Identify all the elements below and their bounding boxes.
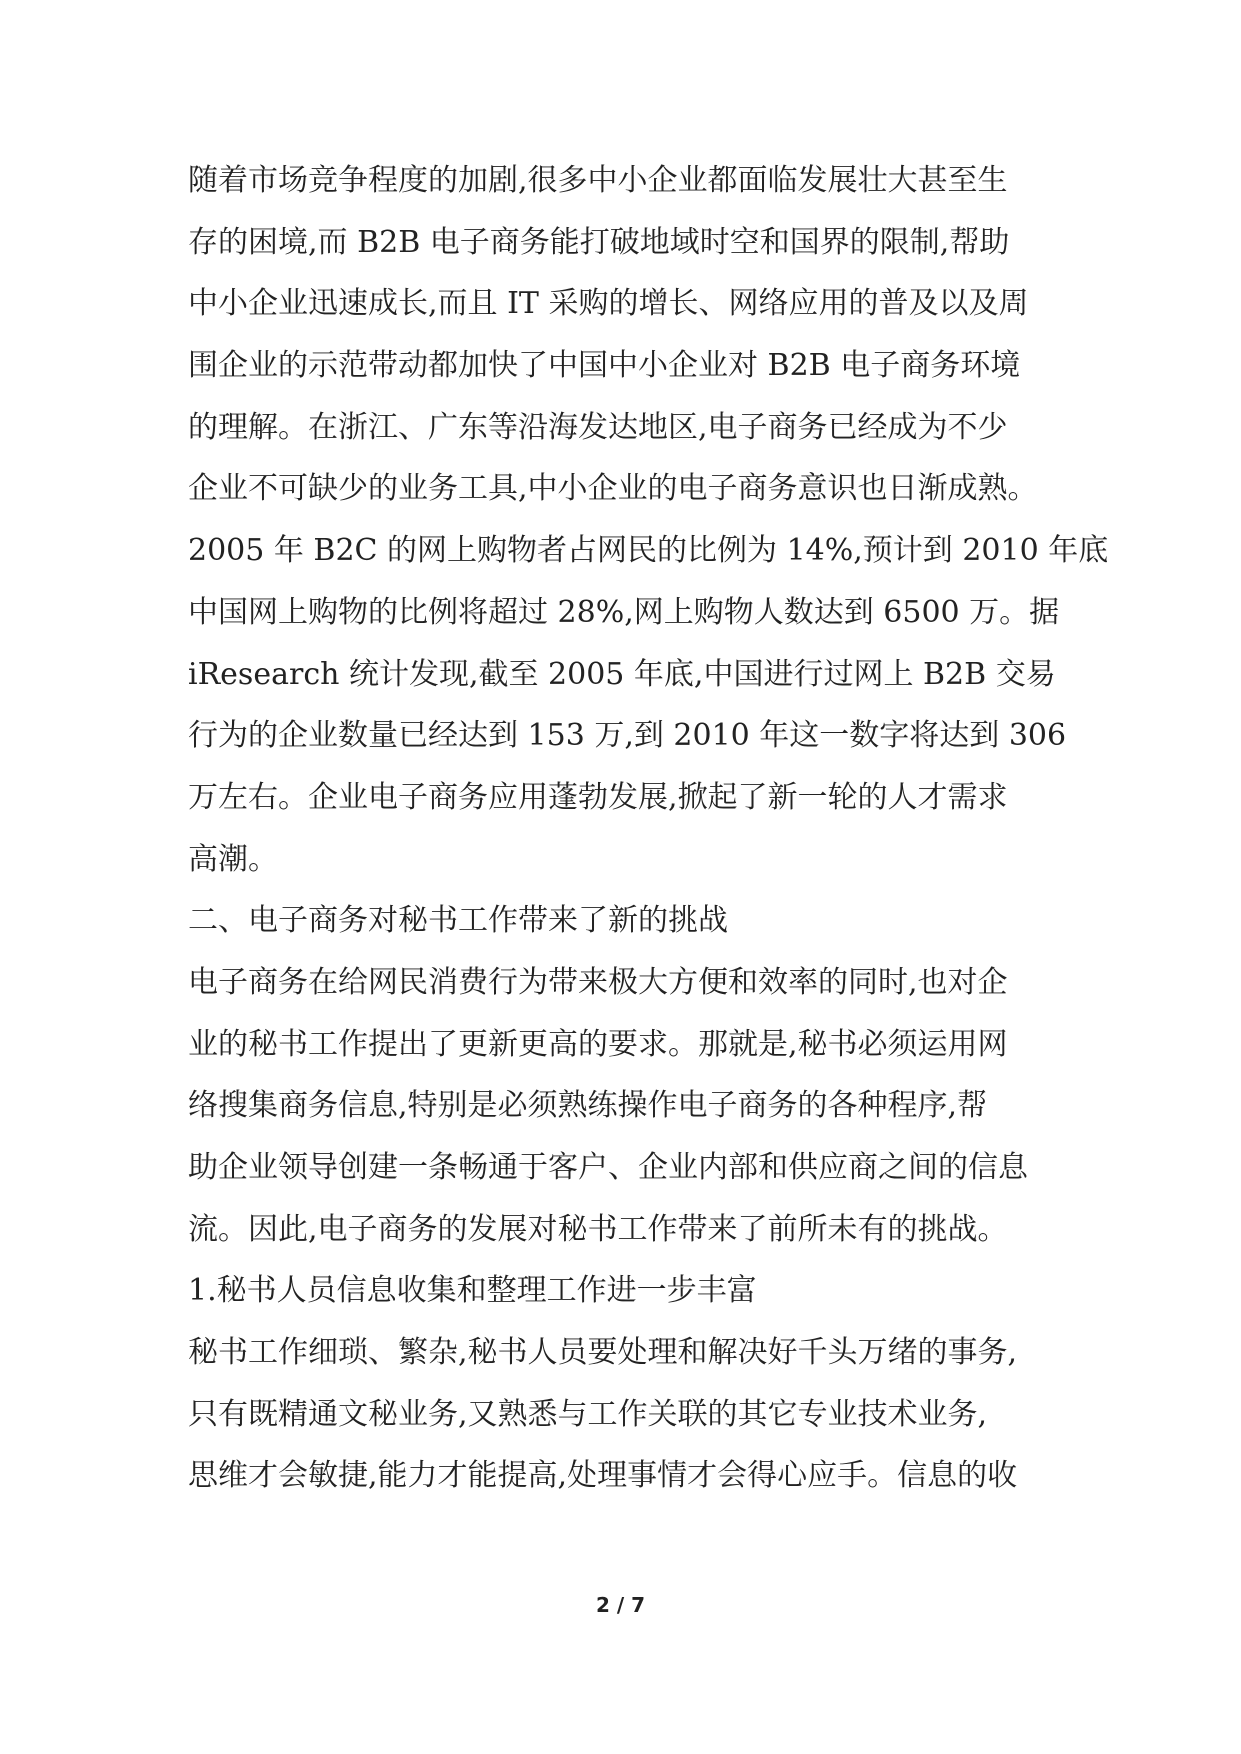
text-line: 秘书工作细琐、繁杂,秘书人员要处理和解决好千头万绪的事务, bbox=[188, 1335, 1018, 1371]
text-line: 企业不可缺少的业务工具,中小企业的电子商务意识也日渐成熟。 bbox=[188, 471, 1038, 507]
text-line: 流。因此,电子商务的发展对秘书工作带来了前所未有的挑战。 bbox=[188, 1211, 1008, 1247]
text-line: 络搜集商务信息,特别是必须熟练操作电子商务的各种程序,帮 bbox=[188, 1088, 988, 1124]
text-line: iResearch 统计发现,截至 2005 年底,中国进行过网上 B2B 交易 bbox=[188, 656, 1056, 692]
text-line: 行为的企业数量已经达到 153 万,到 2010 年这一数字将达到 306 bbox=[188, 718, 1067, 754]
text-line: 的理解。在浙江、广东等沿海发达地区,电子商务已经成为不少 bbox=[188, 409, 1008, 445]
text-line: 助企业领导创建一条畅通于客户、企业内部和供应商之间的信息 bbox=[188, 1150, 1028, 1185]
document-body bbox=[188, 150, 1109, 1507]
text-line: 中小企业迅速成长,而且 IT 采购的增长、网络应用的普及以及周 bbox=[188, 286, 1029, 322]
text-line: 随着市场竞争程度的加剧,很多中小企业都面临发展壮大甚至生 bbox=[188, 163, 1008, 198]
text-line: 围企业的示范带动都加快了中国中小企业对 B2B 电子商务环境 bbox=[188, 348, 1021, 384]
text-line: 思维才会敏捷,能力才能提高,处理事情才会得心应手。信息的收 bbox=[188, 1458, 1018, 1494]
text-line: 电子商务在给网民消费行为带来极大方便和效率的同时,也对企 bbox=[188, 964, 1008, 1000]
page-number: 2 / 7 bbox=[595, 1593, 646, 1617]
text-line: 高潮。 bbox=[188, 841, 278, 877]
subsection-heading: 1.秘书人员信息收集和整理工作进一步丰富 bbox=[188, 1273, 757, 1309]
section-heading: 二、电子商务对秘书工作带来了新的挑战 bbox=[188, 903, 728, 939]
text-line: 万左右。企业电子商务应用蓬勃发展,掀起了新一轮的人才需求 bbox=[188, 779, 1008, 815]
text-line: 中国网上购物的比例将超过 28%,网上购物人数达到 6500 万。据 bbox=[188, 594, 1060, 630]
text-line: 只有既精通文秘业务,又熟悉与工作关联的其它专业技术业务, bbox=[188, 1396, 988, 1432]
text-line: 存的困境,而 B2B 电子商务能打破地域时空和国界的限制,帮助 bbox=[188, 224, 1010, 260]
text-line: 2005 年 B2C 的网上购物者占网民的比例为 14%,预计到 2010 年底 bbox=[188, 533, 1109, 569]
text-line: 业的秘书工作提出了更新更高的要求。那就是,秘书必须运用网 bbox=[188, 1026, 1008, 1062]
